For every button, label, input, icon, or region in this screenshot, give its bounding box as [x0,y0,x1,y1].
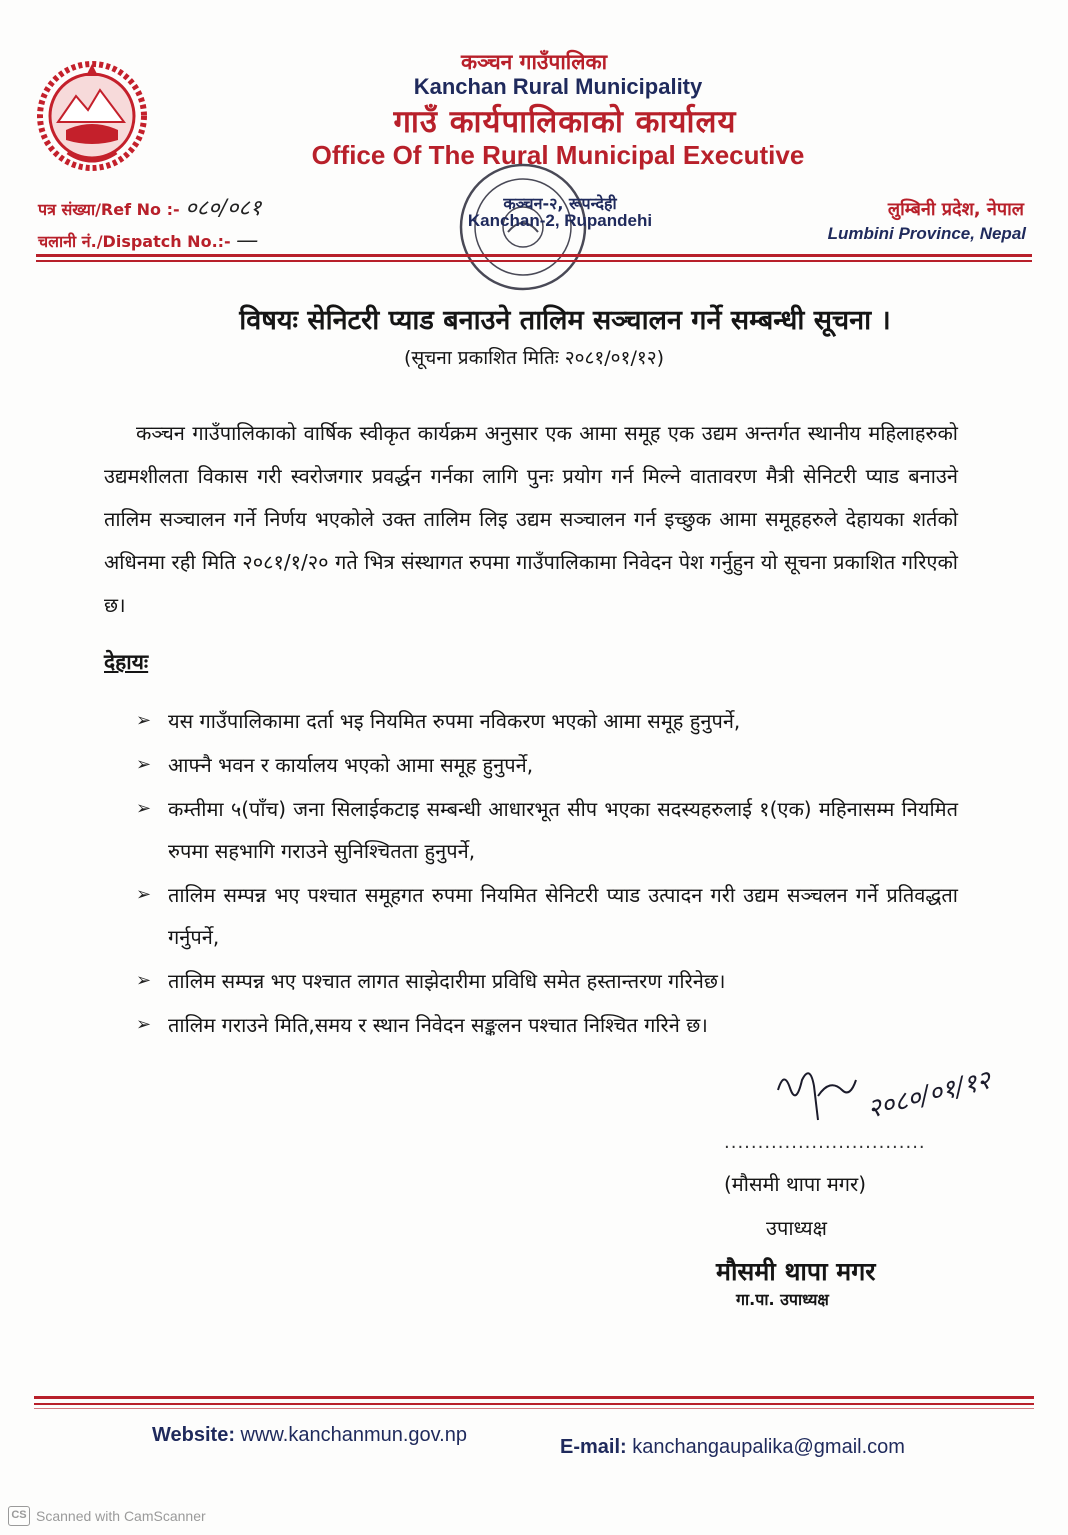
arrow-bullet-icon: ➢ [136,710,152,731]
list-item [136,700,958,742]
dispatch-label: चलानी नं./Dispatch No.:- [38,232,231,251]
location-nepali: कञ्चन-२, रूपन्देही [503,194,617,213]
footer-divider-tertiary [34,1408,1034,1409]
arrow-bullet-icon: ➢ [136,884,152,905]
arrow-bullet-icon: ➢ [136,754,152,775]
header-divider [36,254,1032,257]
email-label: E-mail: [560,1436,627,1458]
condition-text: आफ्नै भवन र कार्यालय भएको आमा समूह हुनुपर्ने, [168,753,534,777]
signatory-name: (मौसमी थापा मगर) [724,1172,867,1196]
footer-email [560,1436,905,1459]
list-item [136,1004,958,1046]
camscanner-logo-icon: CS [8,1506,30,1526]
signatory-title: उपाध्यक्ष [766,1216,827,1240]
condition-text: यस गाउँपालिकामा दर्ता भइ नियमित रुपमा नविकरण भएको आमा समूह हुनुपर्ने, [168,709,741,733]
dispatch-number [38,228,258,253]
condition-text: तालिम सम्पन्न भए पश्चात लागत साझेदारीमा प्रविधि समेत हस्तान्तरण गरिनेछ। [168,969,726,993]
handwritten-signature-icon [760,1050,1020,1140]
email-link[interactable]: kanchangaupalika@gmail.com [632,1436,905,1458]
office-name-nepali: गाउँ कार्यपालिकाको कार्यालय [393,104,737,140]
conditions-list [136,700,958,1048]
signature-line: .............................. [724,1132,926,1153]
published-date: (सूचना प्रकाशित मितिः २०८१/०१/१२) [403,347,665,369]
arrow-bullet-icon: ➢ [136,970,152,991]
footer-divider-secondary [34,1403,1034,1405]
province-nepali: लुम्बिनी प्रदेश, नेपाल [887,199,1024,220]
handwritten-date: २०८०/०१/१२ [864,1065,994,1125]
camscanner-watermark [8,1506,206,1526]
website-link[interactable]: www.kanchanmun.gov.np [240,1424,467,1446]
condition-text: कम्तीमा ५(पाँच) जना सिलाईकटाइ सम्बन्धी आधारभूत सीप भएका सदस्यहरुलाई १(एक) महिनासम्म नियमित रुपमा सहभागि गराउने सुनिश्चितता हुनुपर्ने, [168,797,958,863]
arrow-bullet-icon: ➢ [136,1014,152,1035]
footer-website [152,1424,467,1447]
arrow-bullet-icon: ➢ [136,798,152,819]
condition-text: तालिम सम्पन्न भए पश्चात समूहगत रुपमा नियमित सेनिटरी प्याड उत्पादन गरी उद्यम सञ्चलन गर्ने प्रतिवद्धता गर्नुपर्ने, [168,883,958,949]
condition-text: तालिम गराउने मिति,समय र स्थान निवेदन सङ्कलन पश्चात निश्चित गरिने छ। [168,1013,708,1037]
conditions-heading: देहायः [104,650,149,674]
office-name-english: Office Of The Rural Municipal Executive [311,140,805,170]
seal-name: मौसमी थापा मगर [716,1257,876,1286]
municipality-name-nepali: कञ्चन गाउँपालिका [460,50,608,74]
header-divider-secondary [36,260,1032,262]
seal-title: गा.पा. उपाध्यक्ष [736,1290,829,1309]
municipality-name-english: Kanchan Rural Municipality [413,74,703,99]
list-item [136,744,958,786]
camscanner-text: Scanned with CamScanner [36,1508,206,1524]
footer-divider [34,1396,1034,1399]
list-item [136,874,958,958]
dispatch-value: — [236,228,259,253]
notice-body [104,412,958,627]
province-english: Lumbini Province, Nepal [827,224,1026,243]
location-english: Kanchan-2, Rupandehi [467,211,653,230]
reference-label: पत्र संख्या/Ref No :- [38,200,180,219]
notice-subject: विषयः सेनिटरी प्याड बनाउने तालिम सञ्चालन गर्ने सम्बन्धी सूचना । [239,305,891,336]
list-item [136,788,958,872]
list-item [136,960,958,1002]
website-label: Website: [152,1424,235,1446]
reference-value: ०८०/०८१ [185,196,262,221]
notice-body-text: कञ्चन गाउँपालिकाको वार्षिक स्वीकृत कार्यक्रम अनुसार एक आमा समूह एक उद्यम अन्तर्गत स्थानीय महिलाहरुको उद्यमशीलता विकास गरी स्वरोजगार प्रवर्द्धन गर्नका लागि पुनः प्रयोग गर्न मिल्ने वातावरण मैत्री सेनिटरी प्याड बनाउने तालिम सञ्चालन गर्ने निर्णय भएकोले उक्त तालिम लिइ उद्यम सञ्चालन गर्न इच्छुक आमा समूहहरुले देहायका शर्तको अधिनमा रही मिति २०८१/१/२० गते भित्र संस्थागत रुपमा गाउँपालिकामा निवेदन पेश गर्नुहुन यो सूचना प्रकाशित गरिएको छ। [104,421,958,617]
